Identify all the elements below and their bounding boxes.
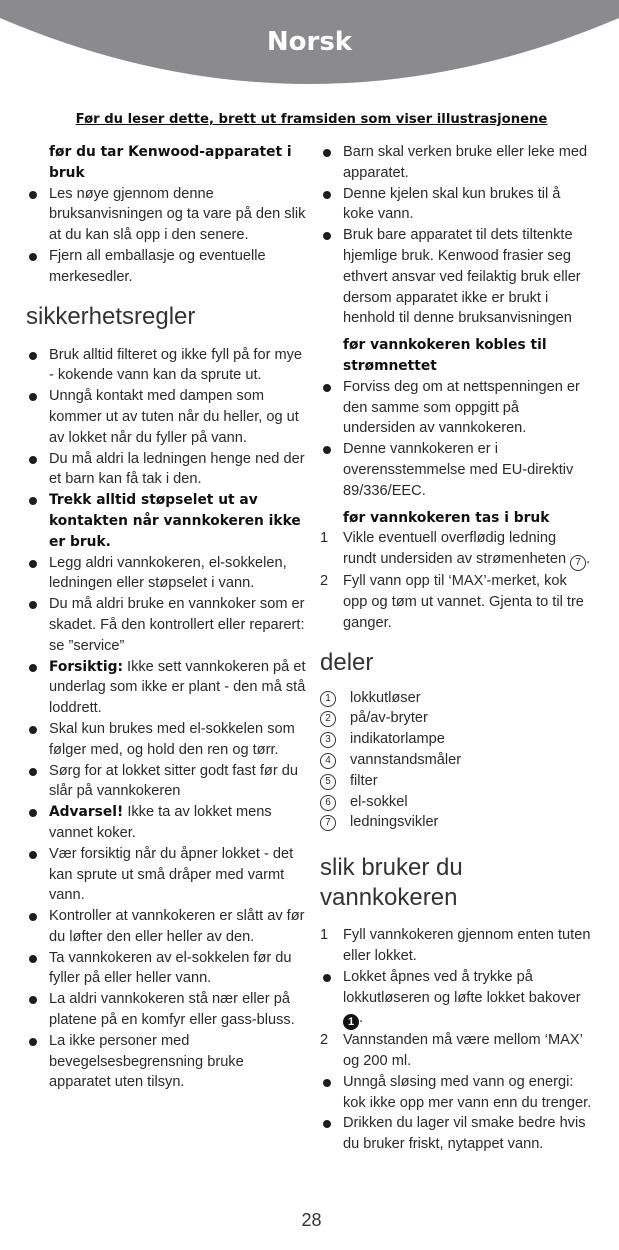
left-column (26, 142, 306, 1093)
list-item: Lokket åpnes ved å trykke på lokkutløseren og løfte lokket bakover 1 . (343, 968, 581, 1029)
list-item: Unngå kontakt med dampen som kommer ut av tuten når du heller, og ut av lokket når du fyller på vann. (49, 388, 299, 446)
list-item: Denne vannkokeren er i overensstemmelse med EU-direktiv 89/336/EEC. (343, 441, 574, 499)
caution-label: Forsiktig: (49, 658, 123, 675)
list-item: La ikke personer med bevegelsesbegrensning bruke apparatet uten tilsyn. (49, 1032, 244, 1091)
step-number: 2 (320, 573, 329, 590)
safety-heading: sikkerhetsregler (26, 302, 196, 330)
list-item: Forviss deg om at nettspenningen er den samme som oppgitt på undersiden av vannkokeren. (343, 378, 580, 437)
part-number-icon: 2 (320, 711, 336, 727)
step-number: 1 (320, 530, 329, 547)
numbered-item: 2 Fyll vann opp til ‘MAX’-merket, kok opp og tøm ut vannet. Gjenta to til tre ganger. (320, 573, 584, 631)
list-item: Les nøye gjennom denne bruksanvisningen og ta vare på den slik at du kan slå opp i den senere. (49, 185, 306, 244)
before-use-heading: før du tar Kenwood-apparatet i bruk (49, 144, 292, 181)
part-item: 5 filter (320, 771, 592, 792)
list-item-caution: Forsiktig: Ikke sett vannkokeren på et underlag som ikke er plant - den må stå loddrett. (49, 658, 306, 717)
right-column (320, 142, 592, 1155)
list-item: La aldri vannkokeren stå nær eller på platene på en komfyr eller gass-bluss. (49, 991, 295, 1029)
numbered-item: 1 Fyll vannkokeren gjennom enten tuten eller lokket. (320, 927, 591, 964)
list-item: Du må aldri bruke en vannkoker som er skadet. Få den kontrollert eller reparert: se ”service” (49, 596, 305, 654)
list-item: Drikken du lager vil smake bedre hvis du bruker friskt, nytappet vann. (343, 1115, 586, 1153)
list-item: Bruk bare apparatet til dets tiltenkte hjemlige bruk. Kenwood frasier seg ethvert ansvar ved feilaktig bruk eller dersom apparatet ikke er brukt i henhold til denne bruksanvisningen (343, 227, 581, 327)
list-item: Vær forsiktig når du åpner lokket - det kan sprute ut små dråper med varmt vann. (49, 845, 294, 904)
page-number: 28 (301, 1210, 322, 1230)
part-item: 2 på/av-bryter (320, 708, 592, 729)
part-item: 1 lokkutløser (320, 688, 592, 709)
language-title: Norsk (266, 27, 353, 57)
step-number: 2 (320, 1032, 329, 1049)
list-item: Kontroller at vannkokeren er slått av før du løfter den eller heller av den. (49, 908, 305, 945)
list-item: Du må aldri la ledningen henge ned der et barn kan få tak i den. (49, 450, 305, 488)
list-item: Ta vannkokeren av el-sokkelen før du fyller på eller heller vann. (49, 949, 292, 987)
numbered-item: 1 Vikle eventuell overflødig ledning rundt undersiden av strømenheten 7 . (320, 528, 592, 571)
connect-heading: før vannkokeren kobles til strømnettet (343, 337, 547, 374)
part-item: 4 vannstandsmåler (320, 750, 592, 771)
list-item-bold: Trekk alltid støpselet ut av kontakten når vannkokeren ikke er bruk. (49, 492, 301, 550)
first-use-heading: før vannkokeren tas i bruk (343, 509, 550, 526)
figure-1-ref-icon: 1 (343, 1014, 359, 1030)
parts-heading: deler (320, 648, 374, 676)
list-item: Bruk alltid filteret og ikke fyll på for mye - kokende vann kan da sprute ut. (49, 346, 303, 384)
page-header (0, 0, 619, 100)
list-item: Barn skal verken bruke eller leke med apparatet. (343, 144, 588, 181)
list-item: Fjern all emballasje og eventuelle merkesedler. (49, 247, 266, 285)
warning-label: Advarsel! (49, 804, 124, 821)
list-item: Skal kun brukes med el-sokkelen som følger med, og hold den ren og tørr. (49, 720, 295, 758)
list-item: Unngå sløsing med vann og energi: kok ikke opp mer vann enn du trenger. (343, 1073, 592, 1111)
part-number-icon: 5 (320, 774, 336, 790)
part-number-icon: 7 (320, 815, 336, 831)
numbered-item: 2 Vannstanden må være mellom ‘MAX’ og 200 ml. (320, 1032, 583, 1070)
fold-out-instruction: Før du leser dette, brett ut framsiden som viser illustrasjonene (75, 112, 548, 127)
list-item-warning: Advarsel! Ikke ta av lokket mens vannet koker. (49, 804, 272, 841)
part-number-icon: 1 (320, 691, 336, 707)
list-item: Sørg for at lokket sitter godt fast før du slår på vannkokeren (49, 762, 298, 800)
how-to-use-heading: slik bruker du vannkokeren (320, 854, 463, 912)
part-7-ref-icon: 7 (570, 555, 586, 571)
part-item: 3 indikatorlampe (320, 729, 592, 750)
part-number-icon: 4 (320, 753, 336, 769)
part-item: 7 ledningsvikler (320, 812, 592, 833)
list-item: Denne kjelen skal kun brukes til å koke vann. (343, 185, 561, 223)
part-number-icon: 6 (320, 795, 336, 811)
part-number-icon: 3 (320, 732, 336, 748)
part-item: 6 el-sokkel (320, 792, 592, 813)
list-item: Legg aldri vannkokeren, el-sokkelen, ledningen eller støpselet i vann. (49, 554, 287, 592)
step-number: 1 (320, 927, 329, 944)
